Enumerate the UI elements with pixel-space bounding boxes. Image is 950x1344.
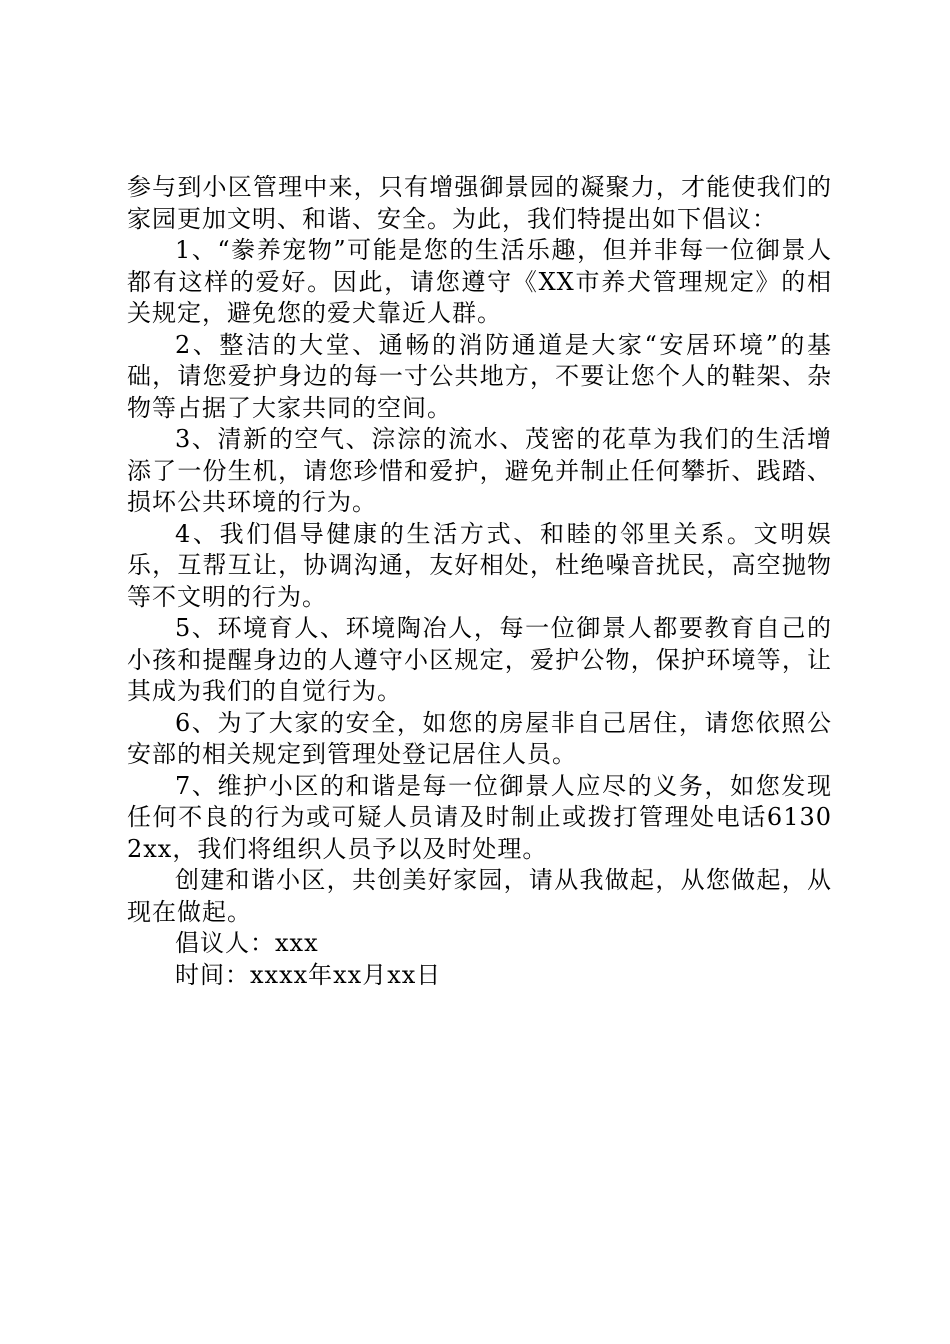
document-body — [127, 172, 832, 991]
paragraph-item-6: 6、为了大家的安全，如您的房屋非自己居住，请您依照公安部的相关规定到管理处登记居住人员。 — [127, 708, 832, 768]
signature-proposer: 倡议人：xxx — [175, 929, 319, 957]
paragraph-item-4: 4、我们倡导健康的生活方式、和睦的邻里关系。文明娱乐，互帮互让，协调沟通，友好相处，杜绝噪音扰民，高空抛物等不文明的行为。 — [127, 519, 832, 611]
paragraph-closing: 创建和谐小区，共创美好家园，请从我做起，从您做起，从现在做起。 — [127, 866, 832, 926]
paragraph-item-7: 7、维护小区的和谐是每一位御景人应尽的义务，如您发现任何不良的行为或可疑人员请及时制止或拨打管理处电话61302xx，我们将组织人员予以及时处理。 — [127, 771, 832, 863]
paragraph-item-3: 3、清新的空气、淙淙的流水、茂密的花草为我们的生活增添了一份生机，请您珍惜和爱护，避免并制止任何攀折、践踏、损坏公共环境的行为。 — [127, 425, 832, 516]
paragraph-item-1: 1、“豢养宠物”可能是您的生活乐趣，但并非每一位御景人都有这样的爱好。因此，请您遵守《XX市养犬管理规定》的相关规定，避免您的爱犬靠近人群。 — [127, 236, 832, 327]
signature-date: 时间：xxxx年xx月xx日 — [175, 960, 442, 989]
paragraph-intro: 参与到小区管理中来，只有增强御景园的凝聚力，才能使我们的家园更加文明、和谐、安全。为此，我们特提出如下倡议： — [127, 173, 832, 233]
paragraph-item-5: 5、环境育人、环境陶冶人，每一位御景人都要教育自己的小孩和提醒身边的人遵守小区规定，爱护公物，保护环境等，让其成为我们的自觉行为。 — [127, 614, 832, 705]
paragraph-item-2: 2、整洁的大堂、通畅的消防通道是大家“安居环境”的基础，请您爱护身边的每一寸公共地方，不要让您个人的鞋架、杂物等占据了大家共同的空间。 — [127, 330, 832, 422]
